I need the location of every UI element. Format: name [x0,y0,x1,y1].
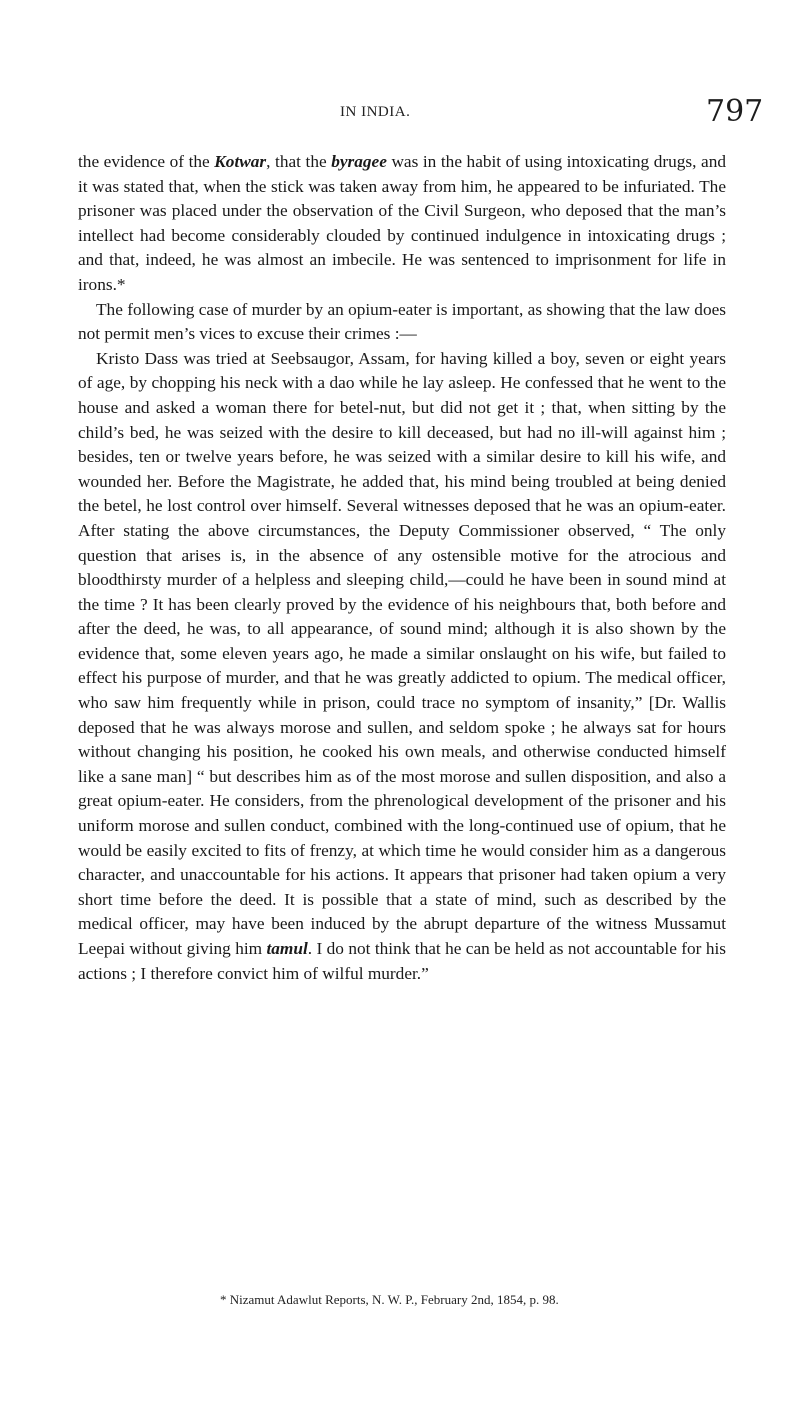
body-text [78,150,726,986]
running-head [0,94,800,134]
text-run: , that the [266,152,332,171]
text-run: the evidence of the [78,152,215,171]
text-run: Kristo Dass was tried at Seebsaugor, Assam, for having killed a boy, seven or eight years of age, by chopping his neck with a dao while he lay asleep. He confessed that he went to the house and asked a woman there for betel-nut, but did not get it ; that, when sitting by the child’s bed, he was seized with the desire to kill deceased, but had no ill-will against him ; besides, ten or twelve years before, he was seized with a similar desire to kill his wife, and wounded her. Before the Magistrate, he added that, his mind being troubled at being denied the betel, he lost control over himself. Several witnesses deposed that he was an opium-eater. After stating the above circumstances, the Deputy Commissioner observed, “ The only question that arises is, in the absence of any ostensible motive for the atrocious and bloodthirsty murder of a helpless and sleeping child,—could he have been in sound mind at the time ? It has been clearly proved by the evidence of his neighbours that, both before and after the deed, he was, to all appearance, of sound mind; although it is also shown by the evidence that, some eleven years ago, he made a similar onslaught on his wife, but failed to effect his purpose of murder, and that he was greatly addicted to opium. The medical officer, who saw him frequently while in prison, could trace no symptom of insanity,” [Dr. Wallis deposed that he was always morose and sullen, and seldom spoke ; he always sat for hours without changing his position, he cooked his own meals, and otherwise conducted himself like a sane man] “ but describes him as of the most morose and sullen disposition, and also a great opium-eater. He considers, from the phrenological development of the prisoner and his uniform morose and sullen conduct, combined with the long-continued use of opium, that he would be easily excited to fits of frenzy, at which time he would consider him as a dangerous character, and unaccountable for his actions. It appears that prisoner had taken opium a very short time before the deed. It is possible that a state of mind, such as described by the medical officer, may have been induced by the abrupt departure of the witness Mussamut Leepai without giving him [78,348,726,958]
footnote: * Nizamut Adawlut Reports, N. W. P., February 2nd, 1854, p. 98. [220,1292,559,1307]
page-number: 797 [706,94,764,129]
running-title: IN INDIA. [340,104,411,120]
italic-term: tamul [266,939,308,958]
italic-term: byragee [331,152,387,171]
paragraph [78,347,726,986]
text-run: The following case of murder by an opium-eater is important, as showing that the law does not permit men’s vices to excuse their crimes :— [78,299,726,344]
text-run: . I do not think that he can be held as not accountable for his actions ; I therefore convict him of wilful murder.” [78,939,726,983]
text-run: was in the habit of using intoxicating drugs, and it was stated that, when the stick was taken away from him, he appeared to be infuriated. The prisoner was placed under the observation of the Civil Surgeon, who deposed that the man’s intellect had become considerably clouded by continued indulgence in intoxicating drugs ; and that, indeed, he was almost an imbecile. He was sentenced to imprisonment for life in irons.* [78,152,726,294]
paragraph [78,298,726,347]
paragraph [78,150,726,298]
italic-term: Kotwar [214,152,267,171]
